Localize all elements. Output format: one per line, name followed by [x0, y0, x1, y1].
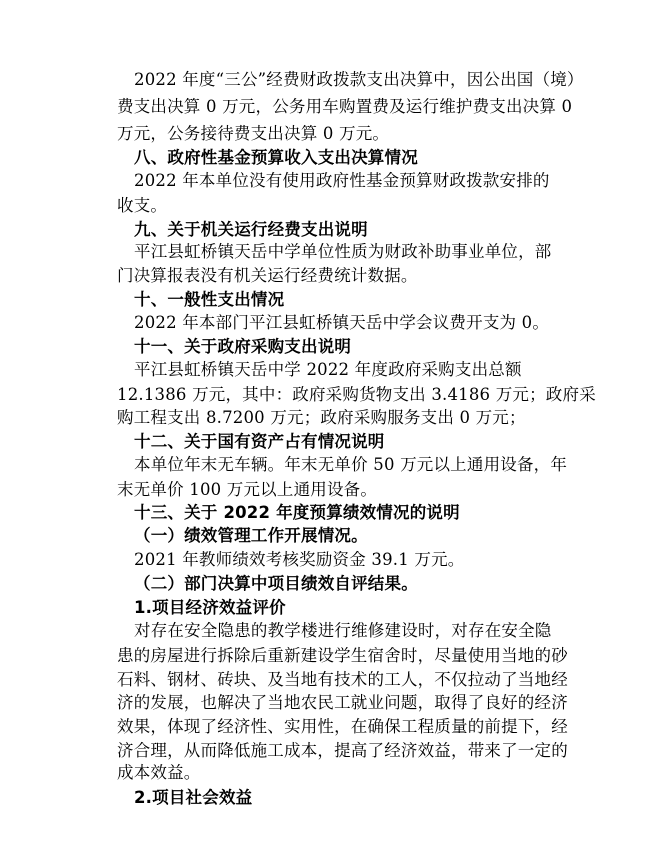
paragraph-line: 末无单价 100 万元以上通用设备。	[117, 480, 378, 499]
section-heading: 八、政府性基金预算收入支出决算情况	[134, 148, 418, 167]
paragraph-line: 12.1386 万元，其中：政府采购货物支出 3.4186 万元；政府采	[117, 385, 596, 404]
subsection-heading: （二）部门决算中项目绩效自评结果。	[134, 574, 418, 593]
paragraph-line: 门决算报表没有机关运行经费统计数据。	[117, 266, 418, 285]
subsection-heading: 1.项目经济效益评价	[134, 598, 286, 617]
paragraph-line: 购工程支出 8.7200 万元；政府采购服务支出 0 万元；	[117, 408, 526, 427]
paragraph-line: 对存在安全隐患的教学楼进行维修建设时，对存在安全隐	[134, 621, 552, 640]
paragraph-line: 成本效益。	[117, 763, 201, 782]
paragraph-line: 平江县虹桥镇天岳中学单位性质为财政补助事业单位，部	[134, 242, 552, 261]
paragraph-line: 2022 年本部门平江县虹桥镇天岳中学会议费开支为 0。	[134, 313, 550, 332]
section-heading: 十一、关于政府采购支出说明	[134, 337, 352, 356]
paragraph-line: 济合理，从而降低施工成本，提高了经济效益，带来了一定的	[117, 741, 568, 760]
paragraph-line: 万元，公务接待费支出决算 0 万元。	[117, 124, 390, 143]
paragraph-line: 本单位年末无车辆。年末无单价 50 万元以上通用设备，年	[134, 455, 568, 474]
paragraph-line: 效果，体现了经济性、实用性，在确保工程质量的前提下，经	[117, 717, 568, 736]
subsection-heading: 2.项目社会效益	[134, 788, 253, 807]
paragraph-line: 2022 年本单位没有使用政府性基金预算财政拨款安排的	[134, 171, 550, 190]
section-heading: 十二、关于国有资产占有情况说明	[134, 432, 385, 451]
paragraph-line: 济的发展，也解决了当地农民工就业问题，取得了良好的经济	[117, 693, 568, 712]
paragraph-line: 收支。	[117, 196, 168, 215]
section-heading: 十、一般性支出情况	[134, 290, 285, 309]
paragraph-line: 费支出决算 0 万元，公务用车购置费及运行维护费支出决算 0	[117, 97, 573, 116]
paragraph-line: 石料、钢材、砖块、及当地有技术的工人，不仅拉动了当地经	[117, 670, 568, 689]
section-heading: 九、关于机关运行经费支出说明	[134, 220, 368, 239]
subsection-heading: （一）绩效管理工作开展情况。	[134, 526, 368, 545]
paragraph-line: 平江县虹桥镇天岳中学 2022 年度政府采购支出总额	[134, 360, 522, 379]
paragraph-line: 2022 年度“三公”经费财政拨款支出决算中，因公出国（境）	[134, 70, 584, 89]
paragraph-line: 患的房屋进行拆除后重新建设学生宿舍时，尽量使用当地的砂	[117, 646, 568, 665]
paragraph-line: 2021 年教师绩效考核奖励资金 39.1 万元。	[134, 550, 465, 569]
section-heading: 十三、关于 2022 年度预算绩效情况的说明	[134, 503, 460, 522]
